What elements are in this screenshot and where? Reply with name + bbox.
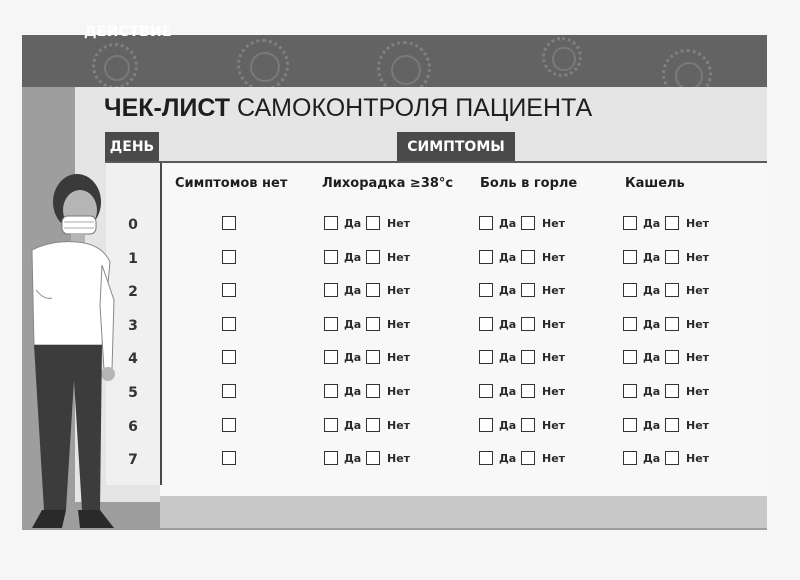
cough-no-label: Нет [686, 318, 710, 331]
cough-no-label: Нет [686, 419, 710, 432]
sore-throat-yes-checkbox[interactable] [479, 418, 493, 432]
sore-throat-no-checkbox[interactable] [521, 384, 535, 398]
fever-yes-checkbox[interactable] [324, 384, 338, 398]
sore-throat-yes-checkbox[interactable] [479, 250, 493, 264]
title-rest: САМОКОНТРОЛЯ ПАЦИЕНТА [237, 94, 593, 122]
virus-icon [542, 37, 582, 77]
section-label: ДЕЙСТВИЕ [84, 24, 172, 40]
cough-no-checkbox[interactable] [665, 283, 679, 297]
sore-throat-yes-label: Да [499, 251, 517, 264]
day-number: 4 [128, 351, 138, 367]
fever-no-checkbox[interactable] [366, 317, 380, 331]
no-symptoms-checkbox[interactable] [222, 451, 236, 465]
fever-yes-checkbox[interactable] [324, 317, 338, 331]
cough-yes-label: Да [643, 251, 661, 264]
cough-no-checkbox[interactable] [665, 384, 679, 398]
no-symptoms-checkbox[interactable] [222, 250, 236, 264]
sore-throat-yes-label: Да [499, 452, 517, 465]
fever-yes-label: Да [344, 419, 362, 432]
sore-throat-no-label: Нет [542, 217, 566, 230]
fever-no-label: Нет [387, 385, 411, 398]
fever-yes-checkbox[interactable] [324, 283, 338, 297]
sore-throat-yes-checkbox[interactable] [479, 216, 493, 230]
sore-throat-no-checkbox[interactable] [521, 350, 535, 364]
cough-yes-checkbox[interactable] [623, 350, 637, 364]
sore-throat-no-label: Нет [542, 251, 566, 264]
cough-yes-checkbox[interactable] [623, 216, 637, 230]
sore-throat-no-checkbox[interactable] [521, 317, 535, 331]
cough-yes-label: Да [643, 217, 661, 230]
sore-throat-yes-label: Да [499, 217, 517, 230]
fever-yes-checkbox[interactable] [324, 350, 338, 364]
cough-no-checkbox[interactable] [665, 418, 679, 432]
sore-throat-yes-label: Да [499, 284, 517, 297]
fever-no-checkbox[interactable] [366, 283, 380, 297]
column-header-fever: Лихорадка ≥38°c [322, 176, 454, 191]
virus-icon [237, 39, 289, 91]
sore-throat-no-label: Нет [542, 419, 566, 432]
cough-no-checkbox[interactable] [665, 250, 679, 264]
cough-yes-label: Да [643, 284, 661, 297]
no-symptoms-checkbox[interactable] [222, 283, 236, 297]
fever-yes-label: Да [344, 385, 362, 398]
sore-throat-no-checkbox[interactable] [521, 216, 535, 230]
bottom-strip [160, 496, 767, 528]
title-bold: ЧЕК-ЛИСТ [104, 94, 231, 122]
column-header-sore-throat: Боль в горле [480, 176, 578, 191]
column-header-no-symptoms: Симптомов нет [175, 176, 288, 191]
page-title [104, 94, 592, 123]
fever-no-label: Нет [387, 351, 411, 364]
virus-icon [92, 43, 138, 89]
sore-throat-no-label: Нет [542, 318, 566, 331]
fever-no-label: Нет [387, 318, 411, 331]
sore-throat-yes-checkbox[interactable] [479, 317, 493, 331]
fever-yes-checkbox[interactable] [324, 451, 338, 465]
cough-yes-label: Да [643, 452, 661, 465]
day-number: 7 [128, 452, 138, 468]
person-in-mask-illustration [22, 170, 122, 540]
fever-yes-label: Да [344, 284, 362, 297]
fever-no-checkbox[interactable] [366, 451, 380, 465]
cough-yes-checkbox[interactable] [623, 384, 637, 398]
day-number: 1 [128, 251, 138, 267]
sore-throat-yes-label: Да [499, 419, 517, 432]
fever-no-label: Нет [387, 251, 411, 264]
fever-no-checkbox[interactable] [366, 384, 380, 398]
day-number: 0 [128, 217, 138, 233]
sore-throat-yes-checkbox[interactable] [479, 384, 493, 398]
no-symptoms-checkbox[interactable] [222, 384, 236, 398]
cough-yes-checkbox[interactable] [623, 283, 637, 297]
cough-no-label: Нет [686, 217, 710, 230]
sore-throat-yes-checkbox[interactable] [479, 350, 493, 364]
cough-no-checkbox[interactable] [665, 451, 679, 465]
fever-no-label: Нет [387, 452, 411, 465]
sore-throat-no-label: Нет [542, 351, 566, 364]
cough-no-checkbox[interactable] [665, 350, 679, 364]
cough-no-label: Нет [686, 284, 710, 297]
cough-yes-label: Да [643, 351, 661, 364]
no-symptoms-checkbox[interactable] [222, 317, 236, 331]
fever-no-checkbox[interactable] [366, 418, 380, 432]
fever-yes-checkbox[interactable] [324, 418, 338, 432]
sore-throat-no-label: Нет [542, 385, 566, 398]
sore-throat-no-checkbox[interactable] [521, 418, 535, 432]
fever-yes-label: Да [344, 318, 362, 331]
fever-yes-label: Да [344, 452, 362, 465]
sore-throat-no-checkbox[interactable] [521, 250, 535, 264]
sore-throat-no-checkbox[interactable] [521, 451, 535, 465]
sore-throat-no-label: Нет [542, 452, 566, 465]
cough-yes-label: Да [643, 419, 661, 432]
header-band [22, 35, 767, 87]
cough-no-label: Нет [686, 251, 710, 264]
cough-yes-checkbox[interactable] [623, 250, 637, 264]
no-symptoms-checkbox[interactable] [222, 350, 236, 364]
sore-throat-yes-label: Да [499, 318, 517, 331]
fever-yes-label: Да [344, 251, 362, 264]
cough-yes-checkbox[interactable] [623, 418, 637, 432]
cough-no-label: Нет [686, 351, 710, 364]
cough-yes-checkbox[interactable] [623, 451, 637, 465]
fever-no-label: Нет [387, 284, 411, 297]
cough-yes-label: Да [643, 385, 661, 398]
column-header-cough: Кашель [625, 176, 685, 191]
cough-yes-label: Да [643, 318, 661, 331]
symptoms-header-tag: СИМПТОМЫ [397, 132, 515, 161]
day-number: 5 [128, 385, 138, 401]
cough-no-label: Нет [686, 452, 710, 465]
sore-throat-yes-checkbox[interactable] [479, 451, 493, 465]
sore-throat-no-checkbox[interactable] [521, 283, 535, 297]
cough-yes-checkbox[interactable] [623, 317, 637, 331]
fever-no-checkbox[interactable] [366, 250, 380, 264]
sore-throat-yes-checkbox[interactable] [479, 283, 493, 297]
day-number: 2 [128, 284, 138, 300]
cough-no-checkbox[interactable] [665, 216, 679, 230]
fever-no-checkbox[interactable] [366, 216, 380, 230]
day-number: 6 [128, 419, 138, 435]
sore-throat-yes-label: Да [499, 351, 517, 364]
sore-throat-yes-label: Да [499, 385, 517, 398]
fever-no-label: Нет [387, 419, 411, 432]
no-symptoms-checkbox[interactable] [222, 418, 236, 432]
cough-no-checkbox[interactable] [665, 317, 679, 331]
cough-no-label: Нет [686, 385, 710, 398]
day-header-tag: ДЕНЬ [105, 132, 159, 161]
no-symptoms-checkbox[interactable] [222, 216, 236, 230]
fever-yes-label: Да [344, 351, 362, 364]
fever-no-label: Нет [387, 217, 411, 230]
day-number: 3 [128, 318, 138, 334]
fever-yes-label: Да [344, 217, 362, 230]
fever-yes-checkbox[interactable] [324, 216, 338, 230]
fever-yes-checkbox[interactable] [324, 250, 338, 264]
fever-no-checkbox[interactable] [366, 350, 380, 364]
sore-throat-no-label: Нет [542, 284, 566, 297]
